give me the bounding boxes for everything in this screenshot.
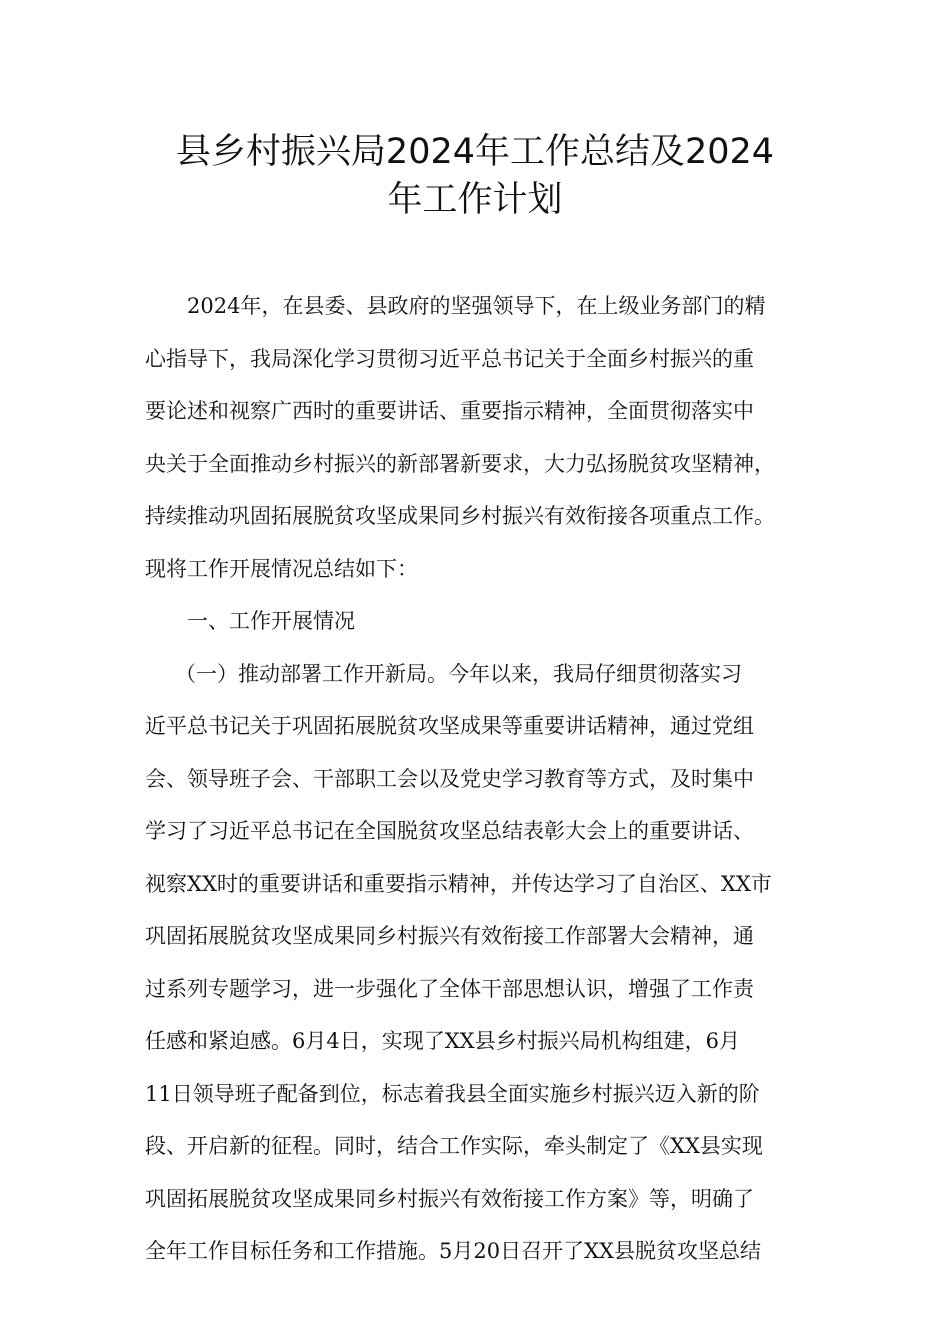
title-line-2: 年工作计划 [387,180,563,220]
paragraph-line: 学习了习近平总书记在全国脱贫攻坚总结表彰大会上的重要讲话、 [145,819,754,843]
paragraph-line: 要论述和视察广西时的重要讲话、重要指示精神，全面贯彻落实中 [145,399,754,423]
paragraph-line: 会、领导班子会、干部职工会以及党史学习教育等方式，及时集中 [145,766,754,791]
paragraph-line: 巩固拓展脱贫攻坚成果同乡村振兴有效衔接工作部署大会精神，通 [145,924,754,948]
paragraph-line: 央关于全面推动乡村振兴的新部署新要求，大力弘扬脱贫攻坚精神， [145,451,775,476]
paragraph-line: 全年工作目标任务和工作措施。5月20日召开了XX县脱贫攻坚总结 [145,1239,761,1263]
document-title [120,128,830,224]
paragraph-line: 11日领导班子配备到位，标志着我县全面实施乡村振兴迈入新的阶 [145,1081,760,1106]
paragraph-line: 持续推动巩固拓展脱贫攻坚成果同乡村振兴有效衔接各项重点工作。 [145,504,775,528]
paragraph-line: 视察XX时的重要讲话和重要指示精神，并传达学习了自治区、XX市 [145,871,772,896]
paragraph-line: 近平总书记关于巩固拓展脱贫攻坚成果等重要讲话精神，通过党组 [145,714,754,738]
paragraph-line: 现将工作开展情况总结如下： [145,556,418,581]
title-line-1: 县乡村振兴局2024年工作总结及2024 [175,132,775,172]
paragraph-line: 段、开启新的征程。同时，结合工作实际，牵头制定了《XX县实现 [145,1134,763,1158]
paragraph-line: 过系列专题学习，进一步强化了全体干部思想认识，增强了工作责 [145,976,754,1001]
document-body [145,280,825,1278]
section-heading: 一、工作开展情况 [187,609,355,633]
paragraph-line: 心指导下，我局深化学习贯彻习近平总书记关于全面乡村振兴的重 [145,346,754,371]
paragraph-line: （一）推动部署工作开新局。今年以来，我局仔细贯彻落实习 [175,661,742,686]
paragraph-line: 巩固拓展脱贫攻坚成果同乡村振兴有效衔接工作方案》等，明确了 [145,1186,754,1211]
paragraph-line: 2024年，在县委、县政府的坚强领导下，在上级业务部门的精 [187,294,766,318]
paragraph-line: 任感和紧迫感。6月4日，实现了XX县乡村振兴局机构组建，6月 [145,1029,740,1053]
